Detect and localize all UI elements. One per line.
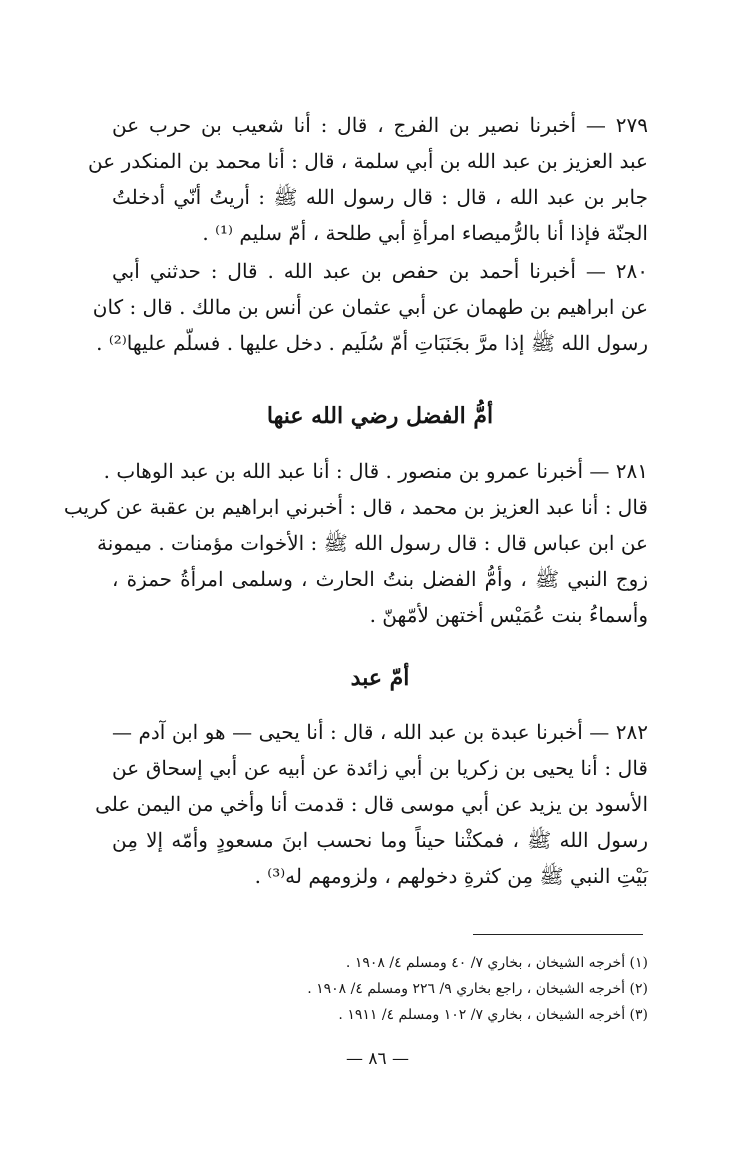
text-line: رسول الله ﷺ إذا مرَّ بجَنَبَاتِ أمّ سُلَيم . دخل عليها . فسلّم عليها⁽²⁾ . [96,331,648,355]
text-line: بَيْتِ النبي ﷺ مِن كثرةِ دخولهم ، ولزومهم له⁽³⁾ . [254,864,648,888]
hadith-281 [63,453,648,633]
text-line: جابر بن عبد الله ، قال : قال رسول الله ﷺ : أريتُ أنّي أدخلتُ [112,185,648,209]
section-heading-umm-al-fadl: أمُّ الفضل رضي الله عنها [266,403,494,429]
text-line: زوج النبي ﷺ ، وأمُّ الفضل بنتُ الحارث ، وسلمى امرأةُ حمزة ، [112,567,648,591]
page-number: — ٨٦ — [345,1049,410,1069]
footnote-divider [473,934,643,935]
text-line: عن ابن عباس قال : قال رسول الله ﷺ : الأخوات مؤمنات . ميمونة [97,531,648,555]
hadith-280 [92,253,648,361]
text-line: ٢٨١ — أخبرنا عمرو بن منصور . قال : أنا عبد الله بن عبد الوهاب . [103,459,648,483]
text-line: ٢٨٠ — أخبرنا أحمد بن حفص بن عبد الله . قال : حدثني أبي [112,259,648,283]
text-line: قال : أنا عبد العزيز بن محمد ، قال : أخبرني ابراهيم بن عقبة عن كريب [63,495,648,519]
text-line: عبد العزيز بن عبد الله بن أبي سلمة ، قال : أنا محمد بن المنكدر عن [88,149,648,173]
hadith-279 [88,107,648,251]
text-line: رسول الله ﷺ ، فمكثْنا حيناً وما نحسب ابنَ مسعودٍ وأمّه إلا مِن [112,828,648,852]
text-line: ٢٧٩ — أخبرنا نصير بن الفرج ، قال : أنا شعيب بن حرب عن [112,113,648,137]
section-heading-umm-abd: أمّ عبد [350,665,410,691]
text-line: الأسود بن يزيد عن أبي موسى قال : قدمت أنا وأخي من اليمن على [95,792,648,816]
text-line: ٢٨٢ — أخبرنا عبدة بن عبد الله ، قال : أنا يحيى — هو ابن آدم — [112,720,648,744]
footnote-1: (١) أخرجه الشيخان ، بخاري ٧/ ٤٠ ومسلم ٤/ ١٩٠٨ . [345,955,648,971]
footnotes [230,950,648,1028]
text-line: قال : أنا يحيى بن زكريا بن أبي زائدة عن أبيه عن أبي إسحاق عن [112,756,648,780]
footnote-2: (٢) أخرجه الشيخان ، راجع بخاري ٩/ ٢٢٦ ومسلم ٤/ ١٩٠٨ . [307,981,648,997]
hadith-282 [95,714,648,894]
text-line: عن ابراهيم بن طهمان عن أبي عثمان عن أنس بن مالك . قال : كان [92,295,648,319]
text-line: الجنّة فإذا أنا بالرُّميصاء امرأةِ أبي طلحة ، أمّ سليم ⁽¹⁾ . [202,221,648,245]
text-line: وأسماءُ بنت عُمَيْس أختهن لأمّهنّ . [369,603,648,627]
footnote-3: (٣) أخرجه الشيخان ، بخاري ٧/ ١٠٢ ومسلم ٤/ ١٩١١ . [338,1007,648,1023]
